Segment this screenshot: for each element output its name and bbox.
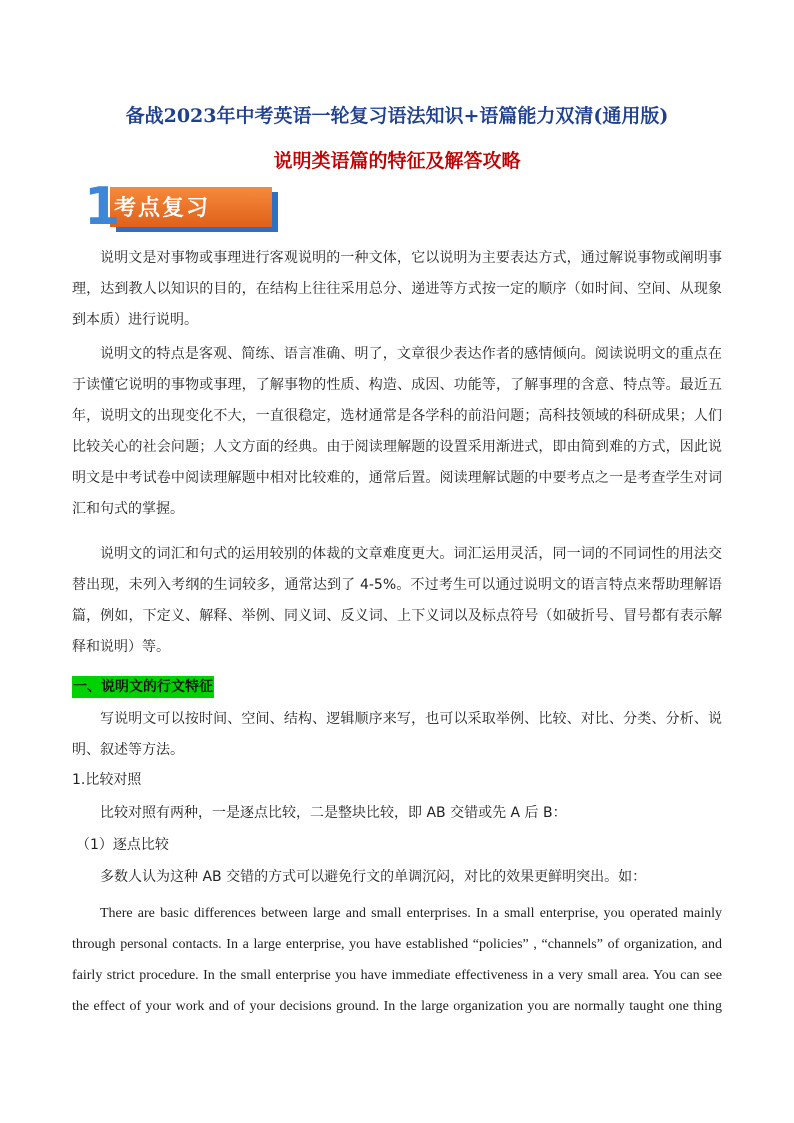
section-heading: 一、说明文的行文特征 [72,676,214,698]
document-subtitle: 说明类语篇的特征及解答攻略 [273,150,521,172]
banner-label: 考点复习 [114,195,211,221]
paragraph-features: 说明文的特点是客观、简练、语言准确、明了，文章很少表达作者的感情倾向。阅读说明文的重点在于读懂它说明的事物或事理，了解事物的性质、构造、成因、功能等，了解事理的含意、特点等。最近五年，说明文的出现变化不大，一直很稳定，选材通常是各学科的前沿问题；高科技领域的科研成果；人们比较关心的社会问题；人文方面的经典。由于阅读理解题的设置采用渐进式，即由简到难的方式，因此说明文是中考试卷中阅读理解题中相对比较难的，通常后置。阅读理解试题的中要考点之一是考查学生对词汇和句式的掌握。 [72,346,722,517]
subsection-title: 1.比较对照 [72,772,142,788]
paragraph-vocabulary: 说明文的词汇和句式的运用较别的体裁的文章难度更大。词汇运用灵活，同一词的不同词性的用法交替出现，未列入考纲的生词较多，通常达到了 4-5%。不过考生可以通过说明文的语言特点来帮助理解语篇，例如，下定义、解释、举例、同义词、反义词、上下义词以及标点符号（如破折号、冒号都有表示解释和说明）等。 [72,546,722,655]
paragraph-comparison: 比较对照有两种，一是逐点比较，二是整块比较，即 AB 交错或先 A 后 B： [100,805,567,821]
banner-number: 1 [84,177,121,237]
english-example-passage: There are basic differences between large and small enterprises. In a small enterprise, you operated mainly through personal contacts. In a large enterprise, you have established “policies” , “channels” of organization, and fairly strict procedure. In the small enterprise you have immediate effectiveness in a very small area. You can see the effect of your work and of your decisions ground. In the large organization you are normally taught one thing [72,906,722,1014]
paragraph-point-comparison: 多数人认为这种 AB 交错的方式可以避免行文的单调沉闷，对比的效果更鲜明突出。如： [100,869,647,885]
paragraph-definition: 说明文是对事物或事理进行客观说明的一种文体，它以说明为主要表达方式，通过解说事物或阐明事理，达到教人以知识的目的，在结构上往往采用总分、递进等方式按一定的顺序（如时间、空间、从现象到本质）进行说明。 [72,250,722,328]
section-banner [84,177,284,237]
document-title: 备战2023年中考英语一轮复习语法知识+语篇能力双清(通用版) [125,105,669,127]
sub-subsection-title: （1）逐点比较 [76,837,169,853]
section-heading-wrap [72,676,214,698]
paragraph-methods: 写说明文可以按时间、空间、结构、逻辑顺序来写，也可以采取举例、比较、对比、分类、分析、说明、叙述等方法。 [72,711,722,758]
